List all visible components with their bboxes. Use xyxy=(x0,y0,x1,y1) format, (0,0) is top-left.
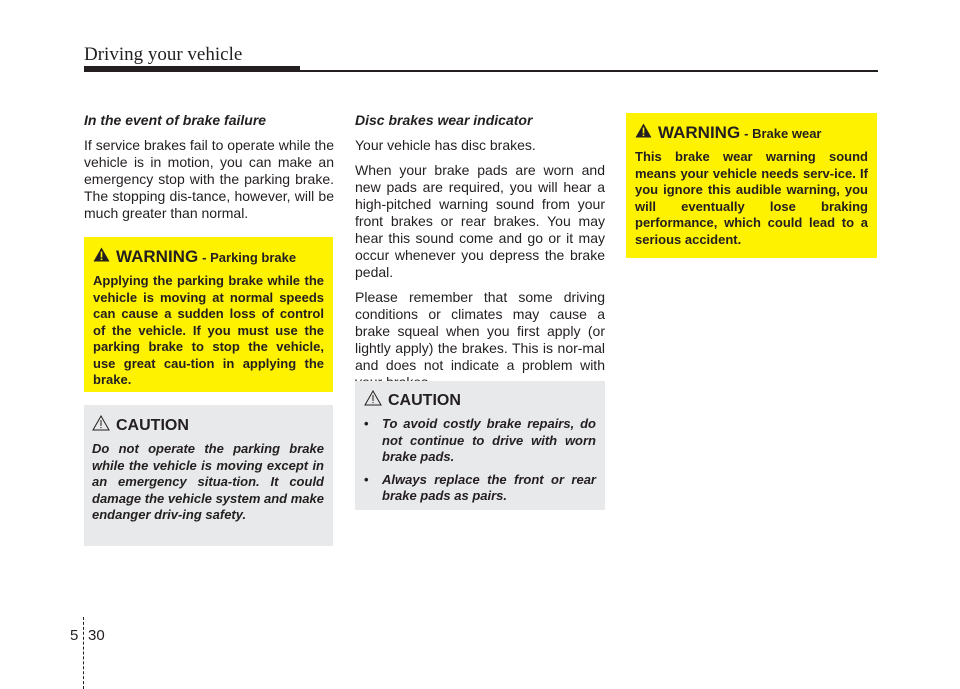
page-header-title: Driving your vehicle xyxy=(84,44,243,65)
disc-brakes-paragraph-1: Your vehicle has disc brakes. xyxy=(355,137,536,153)
warning-parking-brake-box xyxy=(84,237,333,392)
warning-subtitle: - Brake wear xyxy=(744,125,822,141)
caution-brake-pads-title xyxy=(364,390,596,411)
warning-parking-brake-text: Applying the parking brake while the vehicle is moving at normal speeds can cause a sudden loss of control of the vehicle. If you must use the parking brake to stop the vehicle, use great cau-tion in applying the brake. xyxy=(93,273,324,387)
list-item-text: Always replace the front or rear brake pads as pairs. xyxy=(382,471,596,503)
middle-column xyxy=(355,112,605,399)
bullet-icon: • xyxy=(364,471,369,487)
caution-label: CAUTION xyxy=(116,416,189,434)
caution-parking-brake-title xyxy=(92,415,324,436)
caution-brake-pads-box xyxy=(355,381,605,510)
warning-brake-wear-text: This brake wear warning sound means your vehicle needs serv-ice. If you ignore this audible warning, you will eventually lose braking performance, which could lead to a serious accident. xyxy=(635,149,868,247)
caution-brake-pads-list xyxy=(364,416,596,505)
page-number: 30 xyxy=(88,627,105,644)
warning-brake-wear-title xyxy=(635,123,868,143)
warning-subtitle: - Parking brake xyxy=(202,249,297,265)
warning-label: WARNING xyxy=(658,123,741,142)
list-item xyxy=(364,472,596,505)
warning-triangle-icon xyxy=(93,247,110,267)
bullet-icon: • xyxy=(364,416,369,431)
list-item-text: To avoid costly brake repairs, do not continue to drive with worn brake pads. xyxy=(382,416,596,464)
warning-triangle-icon xyxy=(635,123,652,143)
warning-parking-brake-title xyxy=(93,247,324,267)
left-column xyxy=(84,112,334,230)
disc-brakes-heading: Disc brakes wear indicator xyxy=(355,112,533,128)
caution-parking-brake-box xyxy=(84,405,333,546)
warning-brake-wear-box xyxy=(626,113,877,258)
header-rule-thick xyxy=(84,66,300,72)
caution-triangle-icon xyxy=(364,390,382,411)
brake-failure-paragraph: If service brakes fail to operate while the vehicle is in motion, you can make an emergency stop with the parking brake. The stopping dis-tance, however, will be much greater than normal. xyxy=(84,137,334,221)
caution-label: CAUTION xyxy=(388,391,461,409)
section-number: 5 xyxy=(70,627,79,644)
caution-parking-brake-text: Do not operate the parking brake while the vehicle is moving except in an emergency situa-tion. It could damage the vehicle system and make endanger driv-ing safety. xyxy=(92,441,324,522)
brake-failure-heading: In the event of brake failure xyxy=(84,112,267,128)
disc-brakes-paragraph-3: Please remember that some driving conditions or climates may cause a brake squeal when you first apply (or lightly apply) the brakes. This is nor-mal and does not indicate a problem with xyxy=(355,289,605,373)
list-item xyxy=(364,416,596,466)
page-number-divider xyxy=(83,617,84,689)
caution-triangle-icon xyxy=(92,415,110,436)
warning-label: WARNING xyxy=(116,247,199,266)
disc-brakes-paragraph-2: When your brake pads are worn and new pads are required, you will hear a high-pitched warning sound from your front brakes or rear brakes. You may hear this sound come and go or it may occur whenever you depress the brake pedal. xyxy=(355,162,605,280)
header-rule-thin xyxy=(300,70,878,72)
